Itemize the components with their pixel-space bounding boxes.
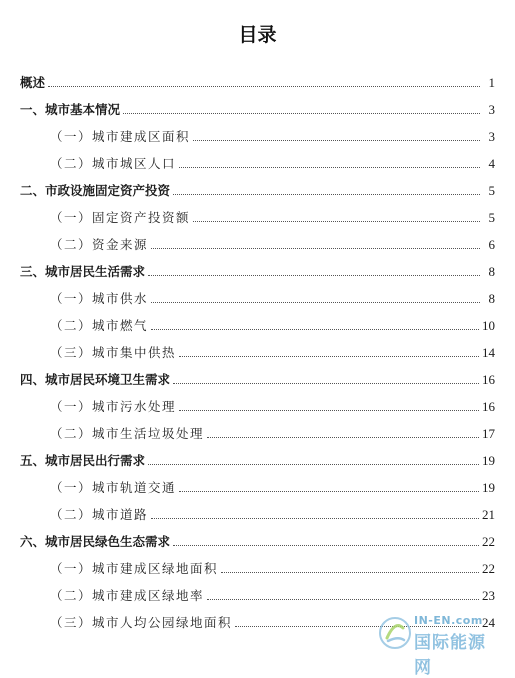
- toc-entry[interactable]: [50, 316, 495, 334]
- in-en-logo-icon: [378, 616, 412, 650]
- page-title: 目录: [238, 24, 277, 46]
- toc-entry-label: （二）城市城区人口: [50, 156, 177, 171]
- dot-leader: [151, 518, 479, 519]
- toc-entry[interactable]: [50, 586, 495, 604]
- toc-entry-page: 5: [488, 210, 495, 225]
- toc-entry[interactable]: [50, 397, 495, 415]
- dot-leader: [151, 329, 479, 330]
- toc-entry-label: （一）城市建成区面积: [50, 129, 191, 144]
- watermark: [378, 610, 503, 678]
- toc-entry-page: 22: [482, 561, 495, 576]
- toc-entry-page: 10: [482, 318, 495, 333]
- toc-entry-label: 六、城市居民绿色生态需求: [20, 534, 171, 549]
- dot-leader: [193, 140, 480, 141]
- watermark-en: IN-EN.com: [414, 614, 483, 627]
- toc-entry-page: 6: [488, 237, 495, 252]
- toc-entry[interactable]: [20, 451, 495, 469]
- dot-leader: [179, 491, 479, 492]
- toc-entry[interactable]: [20, 100, 495, 118]
- toc-entry[interactable]: [50, 478, 495, 496]
- toc-entry-label: （三）城市人均公园绿地面积: [50, 615, 233, 630]
- dot-leader: [207, 599, 479, 600]
- toc-entry-label: 四、城市居民环境卫生需求: [20, 372, 171, 387]
- toc-entry[interactable]: [20, 73, 495, 91]
- toc-entry-label: （二）城市道路: [50, 507, 149, 522]
- toc-entry[interactable]: [20, 181, 495, 199]
- dot-leader: [193, 221, 480, 222]
- toc-entry[interactable]: [50, 289, 495, 307]
- toc-entry[interactable]: [50, 154, 495, 172]
- toc-entry[interactable]: [50, 208, 495, 226]
- toc-entry-label: （一）固定资产投资额: [50, 210, 191, 225]
- dot-leader: [148, 275, 480, 276]
- toc-entry[interactable]: [50, 235, 495, 253]
- toc-entry-page: 8: [488, 291, 495, 306]
- dot-leader: [48, 86, 480, 87]
- toc-entry-page: 8: [488, 264, 495, 279]
- toc-entry-page: 3: [488, 129, 495, 144]
- toc-entry-label: （一）城市轨道交通: [50, 480, 177, 495]
- toc-entry-label: 二、市政设施固定资产投资: [20, 183, 171, 198]
- toc-entry-page: 22: [482, 534, 495, 549]
- toc-entry[interactable]: [50, 505, 495, 523]
- toc-entry-page: 23: [482, 588, 495, 603]
- watermark-cn: 国际能源网: [414, 633, 486, 678]
- dot-leader: [179, 356, 479, 357]
- toc-entry-label: （二）城市建成区绿地率: [50, 588, 205, 603]
- toc-entry-label: （一）城市供水: [50, 291, 149, 306]
- toc-entry-page: 24: [482, 615, 495, 630]
- dot-leader: [179, 167, 480, 168]
- toc-entry-label: 一、城市基本情况: [20, 102, 121, 117]
- toc-entry-label: （一）城市建成区绿地面积: [50, 561, 219, 576]
- toc-entry[interactable]: [20, 262, 495, 280]
- dot-leader: [148, 464, 479, 465]
- toc-entry-label: 概述: [20, 75, 46, 90]
- toc-entry-label: 五、城市居民出行需求: [20, 453, 146, 468]
- toc-entry-page: 17: [482, 426, 495, 441]
- toc-entry-page: 19: [482, 480, 495, 495]
- dot-leader: [173, 194, 480, 195]
- toc-entry[interactable]: [20, 532, 495, 550]
- toc-entry-label: （三）城市集中供热: [50, 345, 177, 360]
- toc-entry[interactable]: [50, 424, 495, 442]
- dot-leader: [207, 437, 479, 438]
- dot-leader: [123, 113, 480, 114]
- toc-entry-page: 16: [482, 399, 495, 414]
- toc-entry-label: （二）资金来源: [50, 237, 149, 252]
- dot-leader: [221, 572, 479, 573]
- toc-entry-page: 4: [488, 156, 495, 171]
- toc-entry[interactable]: [50, 343, 495, 361]
- toc-entry-label: （二）城市燃气: [50, 318, 149, 333]
- toc-entry-page: 14: [482, 345, 495, 360]
- toc-entry[interactable]: [50, 127, 495, 145]
- toc-entry[interactable]: [20, 370, 495, 388]
- toc-entry-label: （一）城市污水处理: [50, 399, 177, 414]
- dot-leader: [173, 545, 479, 546]
- dot-leader: [179, 410, 479, 411]
- dot-leader: [173, 383, 479, 384]
- toc-entry[interactable]: [50, 559, 495, 577]
- dot-leader: [151, 302, 480, 303]
- toc-entry-page: 21: [482, 507, 495, 522]
- toc-entry-page: 1: [488, 75, 495, 90]
- toc-entry-page: 16: [482, 372, 495, 387]
- toc-entry-label: （二）城市生活垃圾处理: [50, 426, 205, 441]
- toc-entry-page: 5: [488, 183, 495, 198]
- toc-entry-page: 19: [482, 453, 495, 468]
- dot-leader: [151, 248, 480, 249]
- toc-entry-label: 三、城市居民生活需求: [20, 264, 146, 279]
- toc-entry-page: 3: [488, 102, 495, 117]
